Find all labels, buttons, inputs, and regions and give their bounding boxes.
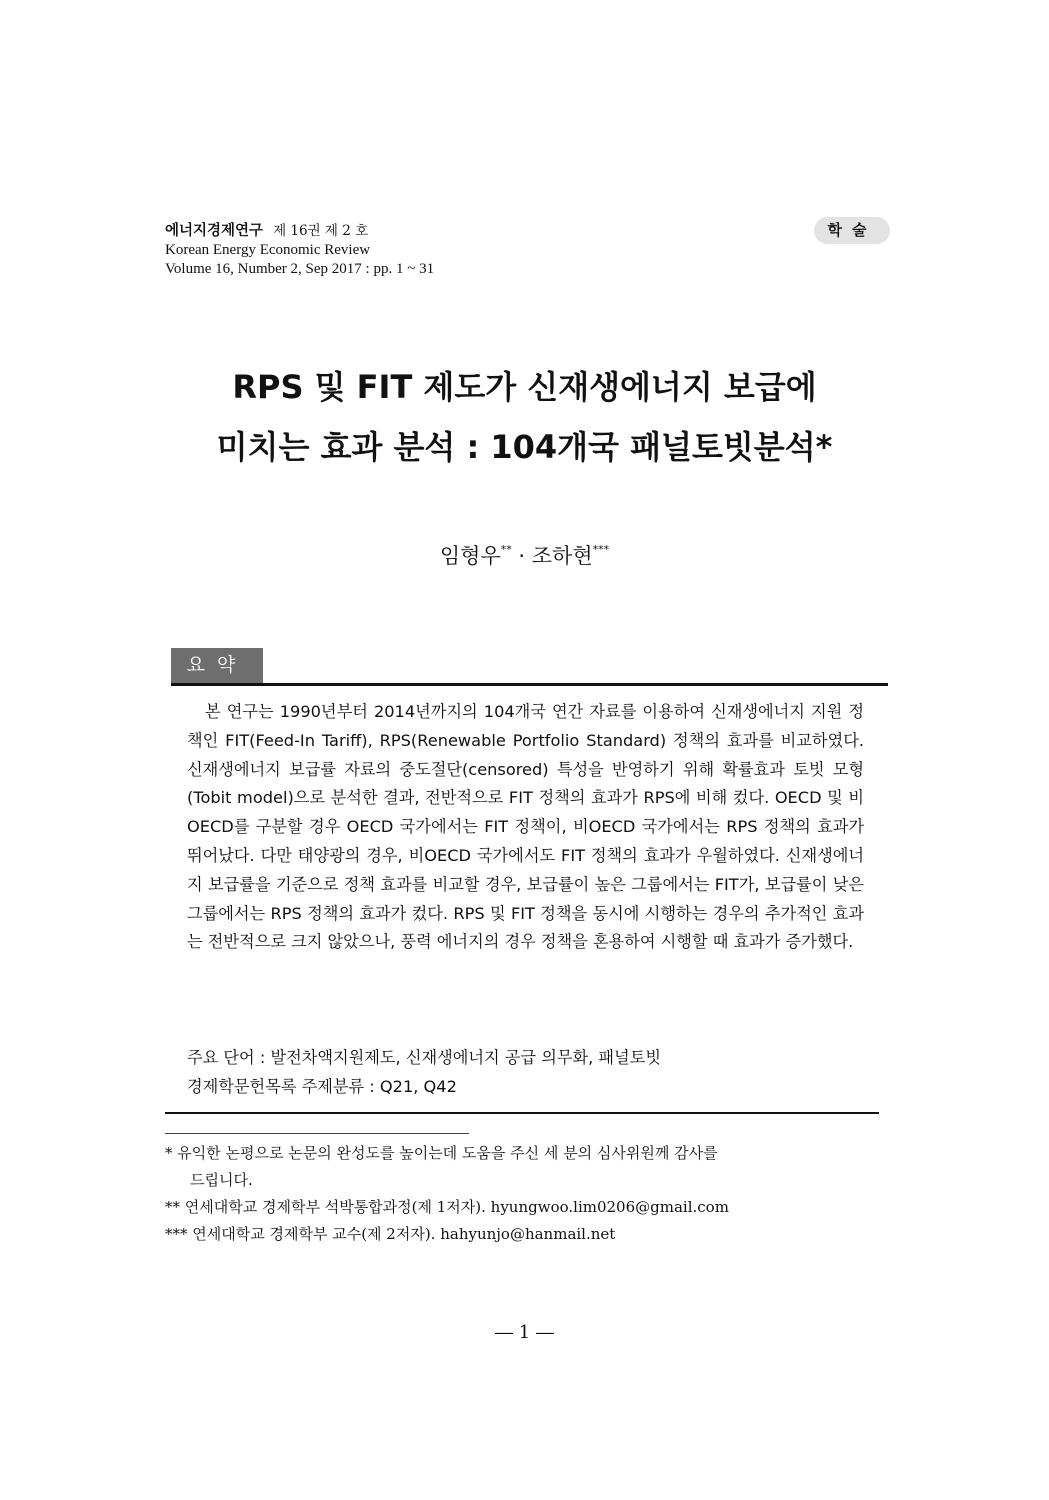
abstract-text: 본 연구는 1990년부터 2014년까지의 104개국 연간 자료를 이용하여 신재생에너지 지원 정책인 FIT(Feed-In Tariff), RPS(Renewable Portfolio Standard) 정책의 효과를 비교하였다. 신재생에너지 보급률 자료의 중도절단(censored) 특성을 반영하기 위해 확률효과 토빗 모형(Tobit model)으로 분석한 결과, 전반적으로 FIT 정책의 효과가 RPS에 비해 컸다. OECD 및 비OECD를 구분할 경우 OECD 국가에서는 FIT 정책이, 비OECD 국가에서는 RPS 정책의 효과가 뛰어났다. 다만 태양광의 경우, 비OECD 국가에서도 FIT 정책의 효과가 우월하였다. 신재생에너지 보급률을 기준으로 정책 효과를 비교할 경우, 보급률이 높은 그룹에서는 FIT가, 보급률이 낮은 그룹에서는 RPS 정책의 효과가 컸다. RPS 및 FIT 정책을 동시에 시행하는 경우의 추가적인 효과는 전반적으로 크지 않았으나, 풍력 에너지의 경우 정책을 혼용하여 시행할 때 효과가 증가했다. bbox=[187, 702, 864, 952]
abstract-body bbox=[187, 698, 864, 957]
abstract-bottom-rule bbox=[165, 1112, 879, 1114]
abstract-top-rule bbox=[171, 683, 888, 686]
journal-english-title: Korean Energy Economic Review bbox=[165, 242, 371, 258]
footnote-1-continuation: 드립니다. bbox=[190, 1171, 253, 1189]
abstract-heading: 요약 bbox=[171, 648, 263, 683]
author-2: 조하현 bbox=[531, 544, 593, 568]
keywords bbox=[187, 1044, 661, 1101]
author-1-mark: ** bbox=[500, 543, 512, 556]
keywords-line-2: 경제학문헌목록 주제분류 : Q21, Q42 bbox=[187, 1076, 457, 1096]
footnote-1-mark: * bbox=[165, 1144, 173, 1162]
footnote-2: ** 연세대학교 경제학부 석박통합과정(제 1저자). hyungwoo.lim0206@gmail.com bbox=[165, 1198, 729, 1216]
journal-korean-title: 에너지경제연구 bbox=[165, 222, 264, 239]
journal-korean-volume: 제 16권 제 2 호 bbox=[273, 223, 369, 239]
authors bbox=[0, 540, 1049, 570]
author-separator: · bbox=[511, 544, 532, 568]
category-badge: 학술 bbox=[814, 217, 890, 244]
footnotes bbox=[165, 1140, 887, 1248]
page-number: ― 1 ― bbox=[495, 1322, 554, 1343]
journal-header bbox=[165, 221, 434, 279]
footnote-rule bbox=[165, 1133, 469, 1134]
paper-title-line-2: 미치는 효과 분석 : 104개국 패널토빗분석* bbox=[216, 428, 833, 466]
paper-title-line-1: RPS 및 FIT 제도가 신재생에너지 보급에 bbox=[232, 368, 817, 406]
author-2-mark: *** bbox=[592, 543, 610, 556]
footnote-3: *** 연세대학교 경제학부 교수(제 2저자). hahyunjo@hanmail.net bbox=[165, 1225, 616, 1243]
footnote-1-text: 유익한 논평으로 논문의 완성도를 높이는데 도움을 주신 세 분의 심사위원께 감사를 bbox=[177, 1144, 718, 1162]
paper-title bbox=[0, 357, 1049, 477]
author-1: 임형우 bbox=[439, 544, 501, 568]
journal-korean-line bbox=[165, 221, 434, 241]
journal-issue-line: Volume 16, Number 2, Sep 2017 : pp. 1 ~ 31 bbox=[165, 261, 435, 277]
footnote-1 bbox=[165, 1140, 887, 1194]
keywords-line-1: 주요 단어 : 발전차액지원제도, 신재생에너지 공급 의무화, 패널토빗 bbox=[187, 1048, 661, 1067]
